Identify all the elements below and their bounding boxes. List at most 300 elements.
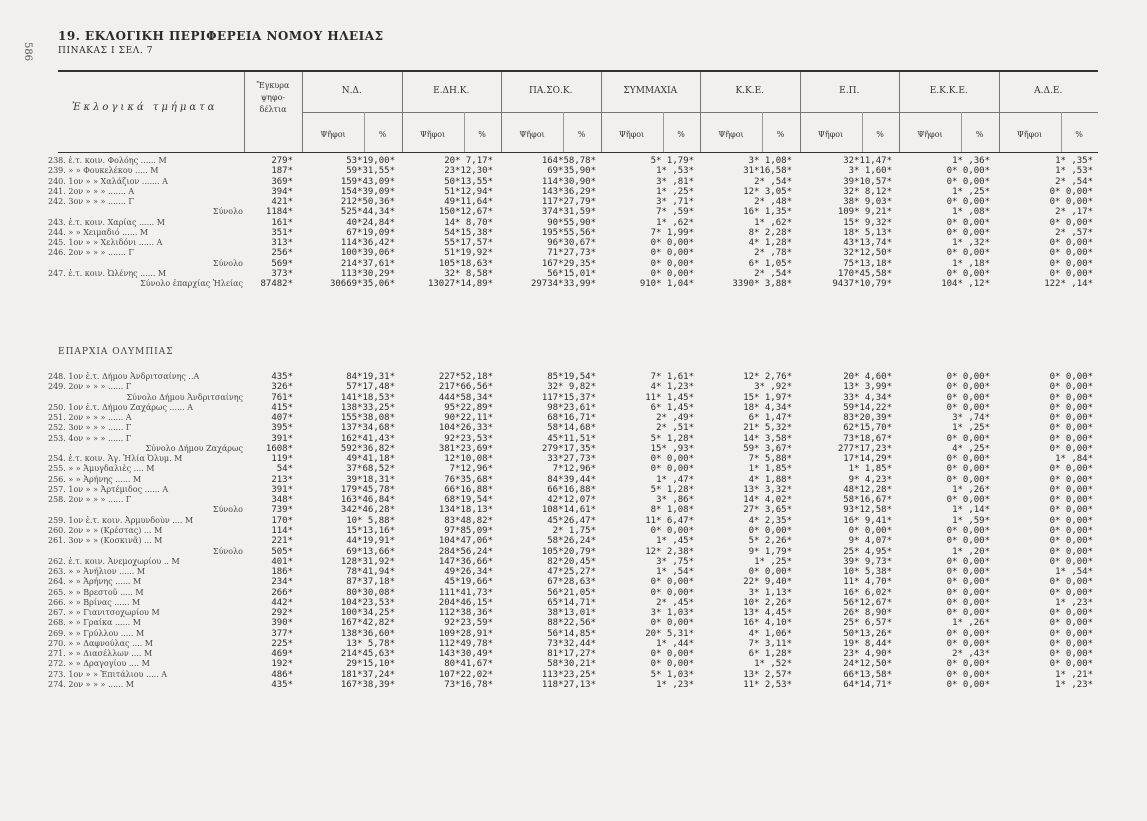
party-result-cell: 16* 1,35* bbox=[743, 207, 792, 218]
party-result-cell: 0* 0,00* bbox=[946, 495, 990, 506]
party-header: Ε.ΔΗ.Κ. bbox=[433, 86, 470, 96]
party-result-cell: 92*23,59* bbox=[444, 618, 493, 629]
party-result-cell: 5* 2,26* bbox=[748, 536, 792, 547]
party-result-cell: 59*31,55* bbox=[346, 166, 395, 177]
party-result-cell: 1* ,54* bbox=[656, 567, 694, 578]
party-result-cell: 56*12,67* bbox=[843, 597, 892, 608]
party-result-cell: 0* 0,00* bbox=[650, 454, 694, 465]
row-label: 269. » » Γρύλλου ..... Μ bbox=[48, 628, 145, 638]
row-label: 246. 2ον » » » ....... Γ bbox=[48, 248, 134, 258]
pct-subheader: % bbox=[1075, 130, 1083, 139]
party-result-cell: 25* 4,95* bbox=[843, 546, 892, 557]
valid-ballots-cell: 326* bbox=[271, 382, 293, 393]
party-result-cell: 104*23,53* bbox=[340, 597, 395, 608]
party-result-cell: 0* 0,00* bbox=[946, 638, 990, 649]
table-row bbox=[48, 629, 1098, 639]
party-result-cell: 1* ,23* bbox=[1055, 679, 1093, 690]
row-label: Σύνολο bbox=[212, 207, 243, 217]
table-row bbox=[48, 505, 1098, 515]
party-result-cell: 143*36,29* bbox=[541, 186, 596, 197]
party-result-cell: 0* 0,00* bbox=[650, 659, 694, 670]
party-result-cell: 45*11,51* bbox=[547, 433, 596, 444]
party-result-cell: 0* 0,00* bbox=[946, 608, 990, 619]
party-result-cell: 0* 0,00* bbox=[946, 587, 990, 598]
row-label: 272. » » Δραγογίου .... Μ bbox=[48, 659, 150, 669]
party-result-cell: 3* ,81* bbox=[656, 176, 694, 187]
party-result-cell: 21* 5,32* bbox=[743, 423, 792, 434]
party-result-cell: 204*46,15* bbox=[438, 597, 493, 608]
party-result-cell: 150*12,67* bbox=[438, 207, 493, 218]
party-divider bbox=[999, 72, 1000, 152]
party-result-cell: 59* 3,67* bbox=[743, 443, 792, 454]
valid-ballots-cell: 256* bbox=[271, 248, 293, 259]
table-row bbox=[48, 516, 1098, 526]
party-result-cell: 111*41,73* bbox=[438, 587, 493, 598]
row-label: 264. » » Ἀρήνης ...... Μ bbox=[48, 577, 142, 587]
party-result-cell: 1* ,32* bbox=[952, 238, 990, 249]
valid-ballots-cell: 161* bbox=[271, 217, 293, 228]
valid-ballots-cell: 394* bbox=[271, 186, 293, 197]
party-result-cell: 112*38,36* bbox=[438, 608, 493, 619]
party-result-cell: 170*45,58* bbox=[837, 268, 892, 279]
party-result-cell: 114*36,42* bbox=[340, 238, 395, 249]
party-result-cell: 26* 8,90* bbox=[843, 608, 892, 619]
party-result-cell: 0* 0,00* bbox=[748, 567, 792, 578]
table-row bbox=[48, 393, 1098, 403]
party-result-cell: 2* ,45* bbox=[656, 597, 694, 608]
party-result-cell: 47*25,27* bbox=[547, 567, 596, 578]
party-result-cell: 374*31,59* bbox=[541, 207, 596, 218]
valid-ballots-cell: 234* bbox=[271, 577, 293, 588]
party-result-cell: 7* 3,11* bbox=[748, 638, 792, 649]
party-result-cell: 2* 1,75* bbox=[552, 525, 596, 536]
party-result-cell: 0* 0,00* bbox=[1049, 217, 1093, 228]
party-result-cell: 0* 0,00* bbox=[1049, 258, 1093, 269]
party-result-cell: 11* 1,45* bbox=[645, 392, 694, 403]
party-result-cell: 49*41,18* bbox=[346, 454, 395, 465]
row-label: 257. 1ον » » Ἀρτέμιδος ...... Α bbox=[48, 484, 169, 494]
party-result-cell: 1* ,47* bbox=[656, 474, 694, 485]
party-result-cell: 217*66,56* bbox=[438, 382, 493, 393]
party-result-cell: 18* 5,13* bbox=[843, 227, 892, 238]
party-result-cell: 2* ,54* bbox=[1055, 176, 1093, 187]
party-result-cell: 0* 0,00* bbox=[1049, 433, 1093, 444]
party-divider bbox=[501, 72, 502, 152]
party-result-cell: 1* ,25* bbox=[754, 556, 792, 567]
party-result-cell: 113*23,25* bbox=[541, 669, 596, 680]
party-result-cell: 18* 4,34* bbox=[743, 402, 792, 413]
party-divider bbox=[700, 72, 701, 152]
row-label: 259. 1ον ἐ.τ. κοιν. Ἀρμυνδοὺν .... Μ bbox=[48, 515, 194, 525]
party-result-cell: 0* 0,00* bbox=[946, 268, 990, 279]
party-result-cell: 4* 1,06* bbox=[748, 628, 792, 639]
party-result-cell: 16* 4,10* bbox=[743, 618, 792, 629]
party-result-cell: 23* 4,90* bbox=[843, 649, 892, 660]
party-result-cell: 1* ,53* bbox=[1055, 166, 1093, 177]
party-result-cell: 39* 9,73* bbox=[843, 556, 892, 567]
party-result-cell: 284*56,24* bbox=[438, 546, 493, 557]
party-result-cell: 143*30,49* bbox=[438, 649, 493, 660]
party-result-cell: 48*12,28* bbox=[843, 484, 892, 495]
row-label: Σύνολο ἐπαρχίας Ἠλείας bbox=[140, 279, 243, 289]
table-row bbox=[48, 187, 1098, 197]
row-label: 256. » » Ἀρήνης ...... Μ bbox=[48, 474, 142, 484]
party-result-cell: 167*38,39* bbox=[340, 679, 395, 690]
row-label: Σύνολο Δήμου Ἀνδριτσαίνης bbox=[126, 392, 243, 402]
party-result-cell: 17*14,29* bbox=[843, 454, 892, 465]
row-label: 258. 2ον » » » ...... Γ bbox=[48, 495, 132, 505]
table-row bbox=[48, 485, 1098, 495]
party-result-cell: 0* 0,00* bbox=[1049, 443, 1093, 454]
party-result-cell: 0* 0,00* bbox=[946, 217, 990, 228]
party-result-cell: 444*58,34* bbox=[438, 392, 493, 403]
party-result-cell: 82*20,45* bbox=[547, 556, 596, 567]
party-result-cell: 0* 0,00* bbox=[1049, 423, 1093, 434]
party-result-cell: 0* 0,00* bbox=[1049, 392, 1093, 403]
party-result-cell: 0* 0,00* bbox=[650, 248, 694, 259]
table-row bbox=[48, 166, 1098, 176]
party-result-cell: 64*14,71* bbox=[843, 679, 892, 690]
party-result-cell: 4* 1,88* bbox=[748, 474, 792, 485]
party-result-cell: 0* 0,00* bbox=[946, 536, 990, 547]
party-result-cell: 68*19,54* bbox=[444, 495, 493, 506]
party-result-cell: 58*14,68* bbox=[547, 423, 596, 434]
party-result-cell: 27* 3,65* bbox=[743, 505, 792, 516]
row-label: 238. ἐ.τ. κοιν. Φολόης ...... Μ bbox=[48, 156, 167, 165]
party-result-cell: 117*15,37* bbox=[541, 392, 596, 403]
party-result-cell: 109*28,91* bbox=[438, 628, 493, 639]
table-row bbox=[48, 577, 1098, 587]
party-result-cell: 1* ,26* bbox=[952, 484, 990, 495]
pct-subheader: % bbox=[378, 130, 387, 139]
party-result-cell: 6* 1,05* bbox=[748, 258, 792, 269]
party-result-cell: 76*35,68* bbox=[444, 474, 493, 485]
row-label: 267. » » Γιανιτσοχωρίου Μ bbox=[48, 608, 160, 618]
party-result-cell: 9* 4,07* bbox=[848, 536, 892, 547]
party-result-cell: 525*44,34* bbox=[340, 207, 395, 218]
row-label: 265. » » Βρεστοῦ ..... Μ bbox=[48, 587, 144, 597]
party-result-cell: 0* 0,00* bbox=[1049, 587, 1093, 598]
party-result-cell: 7* ,59* bbox=[656, 207, 694, 218]
page-number: 586 bbox=[22, 41, 34, 62]
valid-ballots-cell: 213* bbox=[271, 474, 293, 485]
row-label: 262. ἐ.τ. κοιν. Ἀνεμοχωρίου .. Μ bbox=[48, 556, 180, 566]
party-result-cell: 0* 0,00* bbox=[946, 659, 990, 670]
party-result-cell: 12*10,08* bbox=[444, 454, 493, 465]
party-result-cell: 167*29,35* bbox=[541, 258, 596, 269]
party-result-cell: 32* 9,82* bbox=[547, 382, 596, 393]
valid-ballots-cell: 391* bbox=[271, 484, 293, 495]
party-result-cell: 80*30,08* bbox=[346, 587, 395, 598]
party-result-cell: 81*17,27* bbox=[547, 649, 596, 660]
row-label: 260. 2ον » » (Κρέστας) ... Μ bbox=[48, 525, 163, 535]
party-result-cell: 22* 9,40* bbox=[743, 577, 792, 588]
party-result-cell: 84*19,31* bbox=[346, 372, 395, 382]
party-result-cell: 32* 8,58* bbox=[444, 268, 493, 279]
party-result-cell: 3* ,75* bbox=[656, 556, 694, 567]
table-row bbox=[48, 464, 1098, 474]
party-result-cell: 19* 8,44* bbox=[843, 638, 892, 649]
row-label: 250. 1ον ἐ.τ. Δήμου Ζαχάρως ...... Α bbox=[48, 402, 194, 412]
party-result-cell: 23*12,30* bbox=[444, 166, 493, 177]
table-header-rule bbox=[58, 152, 1098, 153]
party-result-cell: 147*36,66* bbox=[438, 556, 493, 567]
votes-subheader: Ψῆφοι bbox=[419, 130, 446, 139]
party-result-cell: 0* 0,00* bbox=[946, 628, 990, 639]
party-header: Α.Δ.Ε. bbox=[1034, 86, 1063, 96]
party-result-cell: 1* ,53* bbox=[656, 166, 694, 177]
party-result-cell: 1* 1,85* bbox=[848, 464, 892, 475]
party-result-cell: 45*26,47* bbox=[547, 515, 596, 526]
party-result-cell: 0* 0,00* bbox=[1049, 413, 1093, 424]
party-result-cell: 2* ,17* bbox=[1055, 207, 1093, 218]
party-result-cell: 69*13,66* bbox=[346, 546, 395, 557]
party-result-cell: 104*26,33* bbox=[438, 423, 493, 434]
row-label: 266. » » Βρίνας ...... Μ bbox=[48, 597, 141, 607]
party-result-cell: 7* 5,88* bbox=[748, 454, 792, 465]
party-result-cell: 0* 0,00* bbox=[946, 669, 990, 680]
party-result-cell: 68*16,71* bbox=[547, 413, 596, 424]
party-result-cell: 4* 2,35* bbox=[748, 515, 792, 526]
party-result-cell: 1* ,45* bbox=[656, 536, 694, 547]
party-result-cell: 13* 3,99* bbox=[843, 382, 892, 393]
party-result-cell: 2* ,54* bbox=[754, 176, 792, 187]
party-result-cell: 15* 9,32* bbox=[843, 217, 892, 228]
row-label: Σύνολο bbox=[212, 546, 243, 556]
party-divider bbox=[402, 72, 403, 152]
party-result-cell: 1* ,25* bbox=[656, 186, 694, 197]
party-result-cell: 1* ,36* bbox=[952, 156, 990, 166]
party-result-cell: 10* 2,26* bbox=[743, 597, 792, 608]
row-label: 255. » » Ἀμυγδαλιὲς .... Μ bbox=[48, 464, 155, 474]
votes-subheader: Ψῆφοι bbox=[320, 130, 346, 139]
party-result-cell: 1* ,26* bbox=[952, 618, 990, 629]
table-row bbox=[48, 659, 1098, 669]
party-result-cell: 54*15,38* bbox=[444, 227, 493, 238]
valid-ballots-cell: 348* bbox=[271, 495, 293, 506]
party-result-cell: 3* ,92* bbox=[754, 382, 792, 393]
party-result-cell: 0* 0,00* bbox=[946, 464, 990, 475]
party-divider bbox=[800, 72, 801, 152]
party-result-cell: 0* 0,00* bbox=[1049, 402, 1093, 413]
party-header: ΣΥΜΜΑΧΙΑ bbox=[623, 86, 678, 96]
party-result-cell: 12* 3,05* bbox=[743, 186, 792, 197]
party-result-cell: 0* 0,00* bbox=[1049, 238, 1093, 249]
party-result-cell: 56*14,85* bbox=[547, 628, 596, 639]
party-result-cell: 15* 1,97* bbox=[743, 392, 792, 403]
row-label: 251. 2ον » » » ...... Α bbox=[48, 413, 132, 423]
valid-ballots-cell: 739* bbox=[271, 505, 293, 516]
valid-ballots-cell: 401* bbox=[271, 556, 293, 567]
party-result-cell: 195*55,56* bbox=[541, 227, 596, 238]
party-result-cell: 83*20,39* bbox=[843, 413, 892, 424]
party-result-cell: 0* 0,00* bbox=[946, 372, 990, 382]
party-header: Ν.Δ. bbox=[341, 86, 362, 96]
party-result-cell: 6* 1,45* bbox=[650, 402, 694, 413]
party-result-cell: 78*41,94* bbox=[346, 567, 395, 578]
party-result-cell: 0* 0,00* bbox=[1049, 248, 1093, 259]
party-header: Ε.Κ.Κ.Ε. bbox=[929, 86, 968, 96]
party-result-cell: 6* 1,28* bbox=[748, 649, 792, 660]
party-result-cell: 39*10,57* bbox=[843, 176, 892, 187]
party-result-cell: 2* ,48* bbox=[754, 197, 792, 208]
party-result-cell: 92*23,53* bbox=[444, 433, 493, 444]
party-result-cell: 114*30,90* bbox=[541, 176, 596, 187]
valid-ballots-cell: 187* bbox=[271, 166, 293, 177]
party-result-cell: 8* 1,08* bbox=[650, 505, 694, 516]
party-result-cell: 910* 1,04* bbox=[639, 279, 694, 290]
valid-ballots-cell: 505* bbox=[271, 546, 293, 557]
party-result-cell: 0* 0,00* bbox=[650, 258, 694, 269]
valid-ballots-cell: 377* bbox=[271, 628, 293, 639]
party-result-cell: 104*47,06* bbox=[438, 536, 493, 547]
table-row bbox=[48, 197, 1098, 207]
party-result-cell: 12* 2,38* bbox=[645, 546, 694, 557]
row-label: Σύνολο Δήμου Ζαχάρως bbox=[145, 443, 243, 453]
party-result-cell: 0* 0,00* bbox=[1049, 536, 1093, 547]
party-result-cell: 3* 1,03* bbox=[650, 608, 694, 619]
valid-ballots-cell: 186* bbox=[271, 567, 293, 578]
table-row bbox=[48, 598, 1098, 608]
party-result-cell: 97*85,09* bbox=[444, 525, 493, 536]
table-row bbox=[48, 228, 1098, 238]
party-result-cell: 212*50,36* bbox=[340, 197, 395, 208]
party-result-cell: 43*13,74* bbox=[843, 238, 892, 249]
party-result-cell: 55*17,57* bbox=[444, 238, 493, 249]
valid-ballots-cell: 569* bbox=[271, 258, 293, 269]
party-result-cell: 3* 1,08* bbox=[748, 156, 792, 166]
table-row bbox=[48, 279, 1098, 289]
party-result-cell: 3* 1,60* bbox=[848, 166, 892, 177]
party-result-cell: 4* 1,28* bbox=[748, 238, 792, 249]
party-result-cell: 1* ,59* bbox=[952, 515, 990, 526]
row-label: 271. » » Διασέλλων .... Μ bbox=[48, 649, 153, 659]
party-result-cell: 12* 2,76* bbox=[743, 372, 792, 382]
party-result-cell: 227*52,18* bbox=[438, 372, 493, 382]
party-result-cell: 39*18,31* bbox=[346, 474, 395, 485]
table-row bbox=[48, 423, 1098, 433]
row-label: 240. 1ον » » Χαλάζιον ....... Α bbox=[48, 176, 168, 186]
party-result-cell: 138*36,60* bbox=[340, 628, 395, 639]
party-result-cell: 2* ,49* bbox=[656, 413, 694, 424]
party-result-cell: 342*46,28* bbox=[340, 505, 395, 516]
party-result-cell: 0* 0,00* bbox=[946, 392, 990, 403]
valid-ballots-cell: 469* bbox=[271, 649, 293, 660]
party-result-cell: 58*16,67* bbox=[843, 495, 892, 506]
party-result-cell: 32*12,50* bbox=[843, 248, 892, 259]
table-row bbox=[48, 618, 1098, 628]
party-result-cell: 1* ,23* bbox=[1055, 597, 1093, 608]
party-result-cell: 53*19,00* bbox=[346, 156, 395, 166]
valid-ballots-cell: 407* bbox=[271, 413, 293, 424]
party-result-cell: 137*34,68* bbox=[340, 423, 395, 434]
party-result-cell: 73*32,44* bbox=[547, 638, 596, 649]
party-result-cell: 49*11,64* bbox=[444, 197, 493, 208]
row-label: 242. 3ον » » » ....... Γ bbox=[48, 197, 134, 207]
party-result-cell: 45*19,66* bbox=[444, 577, 493, 588]
party-result-cell: 10* 5,38* bbox=[843, 567, 892, 578]
party-result-cell: 0* 0,00* bbox=[946, 176, 990, 187]
table-header bbox=[58, 72, 1098, 152]
party-result-cell: 0* 0,00* bbox=[650, 587, 694, 598]
party-result-cell: 93*12,58* bbox=[843, 505, 892, 516]
party-result-cell: 33*27,73* bbox=[547, 454, 596, 465]
row-label: 241. 2ον » » » ....... Α bbox=[48, 186, 135, 196]
party-result-cell: 90*55,90* bbox=[547, 217, 596, 228]
party-result-cell: 38* 9,03* bbox=[843, 197, 892, 208]
party-result-cell: 40*24,84* bbox=[346, 217, 395, 228]
row-label: 270. » » Δαφνούλας .... Μ bbox=[48, 638, 153, 648]
party-result-cell: 1* ,21* bbox=[1055, 669, 1093, 680]
table-row bbox=[48, 608, 1098, 618]
valid-ballots-label: Ἔγκυρα ψηφο-δέλτια bbox=[256, 81, 290, 114]
valid-ballots-cell: 313* bbox=[271, 238, 293, 249]
party-result-cell: 10* 5,88* bbox=[346, 515, 395, 526]
party-result-cell: 0* 0,00* bbox=[946, 474, 990, 485]
party-result-cell: 73*18,67* bbox=[843, 433, 892, 444]
party-result-cell: 0* 0,00* bbox=[1049, 577, 1093, 588]
table-row bbox=[48, 382, 1098, 392]
party-result-cell: 0* 0,00* bbox=[848, 525, 892, 536]
party-result-cell: 3390* 3,88* bbox=[732, 279, 792, 290]
party-result-cell: 162*41,43* bbox=[340, 433, 395, 444]
party-divider bbox=[899, 72, 900, 152]
party-result-cell: 1* ,08* bbox=[952, 207, 990, 218]
party-result-cell: 0* 0,00* bbox=[1049, 505, 1093, 516]
party-result-cell: 1* ,84* bbox=[1055, 454, 1093, 465]
party-result-cell: 11* 4,70* bbox=[843, 577, 892, 588]
party-result-cell: 0* 0,00* bbox=[1049, 628, 1093, 639]
party-result-cell: 95*22,89* bbox=[444, 402, 493, 413]
party-result-cell: 0* 0,00* bbox=[946, 227, 990, 238]
party-result-cell: 71*27,73* bbox=[547, 248, 596, 259]
party-result-cell: 9* 4,23* bbox=[848, 474, 892, 485]
party-result-cell: 57*17,48* bbox=[346, 382, 395, 393]
page-subtitle: ΠΙΝΑΚΑΣ Ι ΣΕΛ. 7 bbox=[58, 46, 154, 56]
valid-ballots-cell: 266* bbox=[271, 587, 293, 598]
party-result-cell: 122* ,14* bbox=[1044, 279, 1093, 290]
row-label: 254. ἐ.τ. κοιν. Ἁγ. Ἠλία Ὀλυμ. Μ bbox=[48, 454, 183, 464]
party-result-cell: 5* 1,79* bbox=[650, 156, 694, 166]
row-label: 245. 1ον » » Χελιδόνι ...... Α bbox=[48, 238, 163, 248]
party-result-cell: 5* 1,28* bbox=[650, 433, 694, 444]
table-row bbox=[48, 557, 1098, 567]
table-row bbox=[48, 495, 1098, 505]
party-result-cell: 0* 0,00* bbox=[946, 679, 990, 690]
party-result-cell: 138*33,25* bbox=[340, 402, 395, 413]
party-result-cell: 6* 1,47* bbox=[748, 413, 792, 424]
party-result-cell: 155*38,08* bbox=[340, 413, 395, 424]
party-result-cell: 279*17,35* bbox=[541, 443, 596, 454]
party-result-cell: 7*12,96* bbox=[552, 464, 596, 475]
party-result-cell: 154*39,09* bbox=[340, 186, 395, 197]
table-row bbox=[48, 207, 1098, 217]
party-result-cell: 96*30,67* bbox=[547, 238, 596, 249]
row-label: 263. » » Ἀνήλιον ...... Μ bbox=[48, 567, 146, 577]
party-result-cell: 13* 5,78* bbox=[346, 638, 395, 649]
party-result-cell: 30669*35,06* bbox=[329, 279, 395, 290]
party-result-cell: 0* 0,00* bbox=[946, 567, 990, 578]
party-divider bbox=[601, 72, 602, 152]
party-result-cell: 7* 1,61* bbox=[650, 372, 694, 382]
party-result-cell: 159*43,09* bbox=[340, 176, 395, 187]
party-result-cell: 98*23,61* bbox=[547, 402, 596, 413]
party-result-cell: 113*30,29* bbox=[340, 268, 395, 279]
party-result-cell: 84*39,44* bbox=[547, 474, 596, 485]
party-result-cell: 14* 8,70* bbox=[444, 217, 493, 228]
votes-subheader: Ψῆφοι bbox=[519, 130, 545, 139]
party-result-cell: 0* 0,00* bbox=[650, 577, 694, 588]
